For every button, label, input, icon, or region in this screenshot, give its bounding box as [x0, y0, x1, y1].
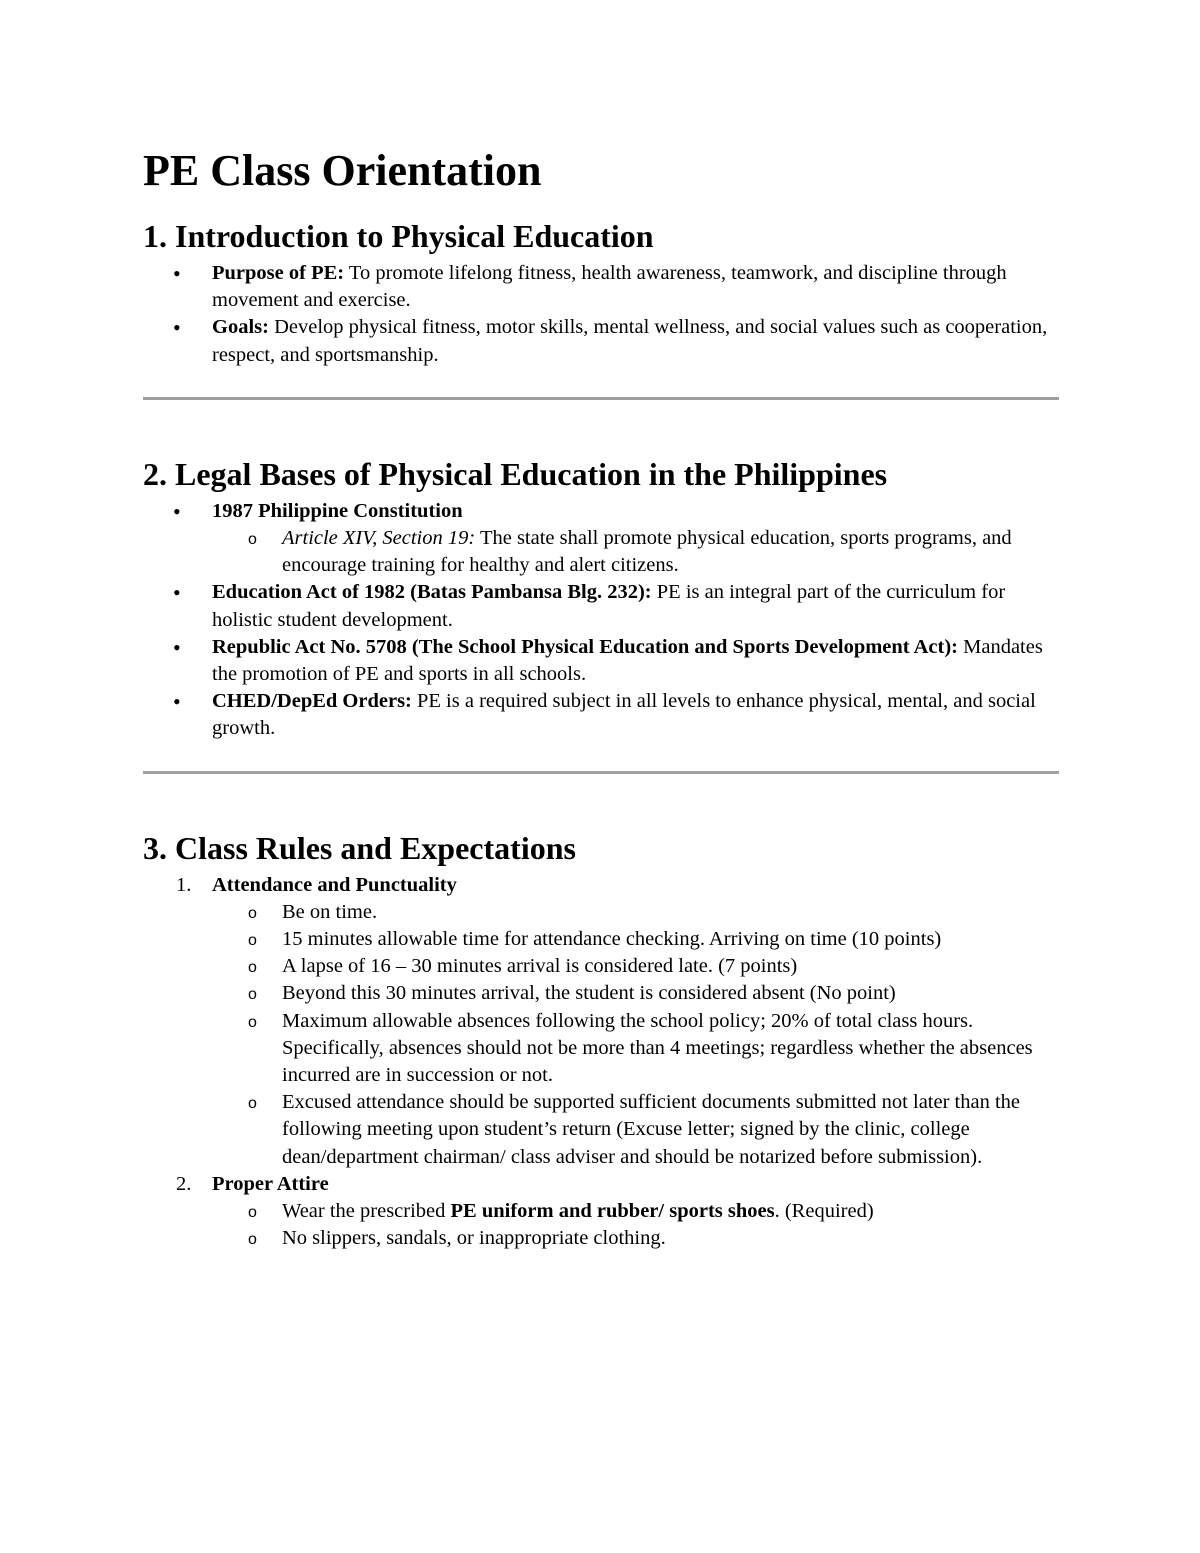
list-item: [143, 314, 1059, 368]
item-text: PE is an integral part of the curriculum for holistic student development.: [212, 581, 1006, 631]
item-label: CHED/DepEd Orders:: [212, 690, 412, 713]
sub-bullet-icon: o: [248, 959, 257, 977]
sub-bullet-icon: o: [248, 986, 257, 1004]
sub-bullet-icon: o: [248, 1095, 257, 1113]
item-label: Republic Act No. 5708 (The School Physical Education and Sports Development Act):: [212, 635, 958, 658]
section-3-list: [143, 872, 1059, 1253]
item-text: The state shall promote physical education, sports programs, and encourage training for healthy and alert citizens.: [282, 527, 1012, 577]
page-title: PE Class Orientation: [143, 146, 542, 195]
item-label: Education Act of 1982 (Batas Pambansa Blg. 232):: [212, 581, 652, 604]
list-item: [143, 872, 1059, 1171]
item-label: Proper Attire: [212, 1172, 329, 1195]
list-number: 2.: [176, 1172, 192, 1195]
item-label: Attendance and Punctuality: [212, 873, 457, 896]
list-item: [143, 260, 1059, 314]
sub-bullet-icon: o: [248, 531, 257, 549]
sub-bullet-icon: o: [248, 1013, 257, 1031]
sub-list-item: o Maximum allowable absences following the school policy; 20% of total class hours. Specifically, absences should not be more than 4 meetings; regardless whether the absences incurred are in succession or not.: [248, 1009, 1033, 1087]
divider: [143, 771, 1059, 774]
section-2-list: [143, 498, 1059, 743]
sub-bullet-icon: o: [248, 904, 257, 922]
sub-list-item: o Excused attendance should be supported sufficient documents submitted not later than the following meeting upon student’s return (Excuse letter; signed by the clinic, college dean/department chairman/ class adviser and should be notarized before submission).: [248, 1091, 1020, 1168]
sub-list: [212, 525, 1059, 579]
sub-bullet-icon: o: [248, 932, 257, 950]
divider: [143, 397, 1059, 400]
sub-list-item: o A lapse of 16 – 30 minutes arrival is considered late. (7 points): [212, 953, 1059, 980]
list-item: [143, 579, 1059, 633]
sub-list: [212, 899, 1059, 1171]
item-text: Develop physical fitness, motor skills, mental wellness, and social values such as cooperation, respect, and sportsmanship.: [212, 316, 1048, 366]
section-1-heading: 1. Introduction to Physical Education: [143, 218, 654, 254]
item-text: PE is a required subject in all levels to enhance physical, mental, and social growth.: [212, 690, 1036, 740]
item-text: Mandates the promotion of PE and sports in all schools.: [212, 635, 1043, 686]
item-text: To promote lifelong fitness, health awareness, teamwork, and discipline through movement and exercise.: [212, 262, 1007, 312]
sub-bullet-icon: o: [248, 1204, 257, 1222]
list-item: [143, 498, 1059, 580]
document-content: [143, 138, 1059, 1252]
list-number: 1.: [176, 873, 192, 896]
item-italic-label: Article XIV, Section 19:: [282, 527, 476, 550]
sub-list-item: o Beyond this 30 minutes arrival, the student is considered absent (No point): [212, 980, 1059, 1007]
list-item: [143, 688, 1059, 742]
sub-list-item: o 15 minutes allowable time for attendance checking. Arriving on time (10 points): [212, 926, 1059, 953]
sub-list-item: o Be on time.: [212, 899, 1059, 926]
sub-list-item: [212, 525, 1059, 579]
sub-bullet-icon: o: [248, 1231, 257, 1249]
list-item: [143, 634, 1059, 688]
item-label: Purpose of PE:: [212, 262, 345, 284]
section-2-heading: 2. Legal Bases of Physical Education in the Philippines: [143, 455, 888, 492]
sub-list-item: o No slippers, sandals, or inappropriate clothing.: [212, 1225, 1059, 1252]
item-label: 1987 Philippine Constitution: [212, 499, 463, 522]
sub-list: [212, 1198, 1059, 1252]
item-label: Goals:: [212, 316, 269, 339]
list-item: [143, 1171, 1059, 1253]
sub-list-item: o Wear the prescribed PE uniform and rubber/ sports shoes. (Required): [212, 1198, 1059, 1225]
section-1-list: [143, 260, 1059, 369]
section-3-heading: 3. Class Rules and Expectations: [143, 829, 576, 866]
